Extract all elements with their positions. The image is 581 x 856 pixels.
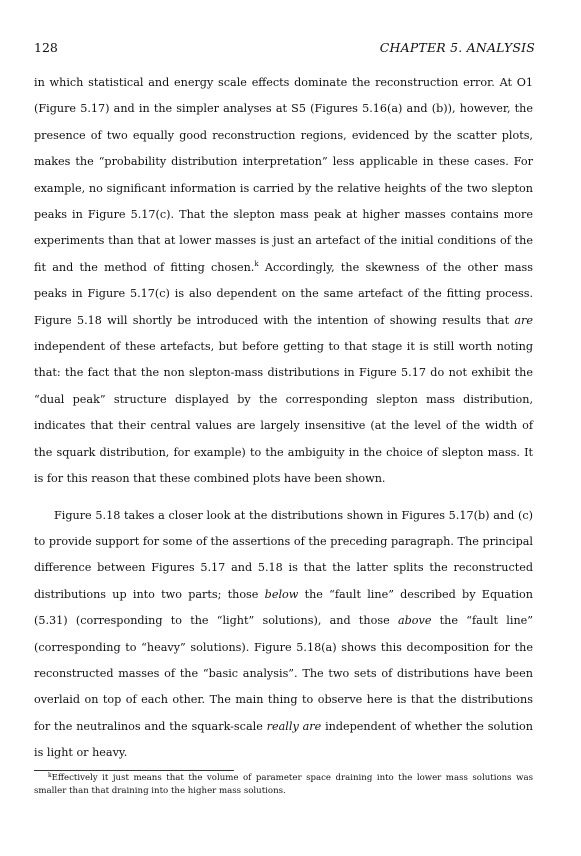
body-text bbox=[34, 70, 533, 767]
page-number: 128 bbox=[34, 40, 58, 55]
text-run: Figure 5.18 takes a closer look at the distributions shown in Figures 5.17(b) and (c) to provide support for some of the assertions of the preceding paragraph. The principal difference between Figures 5.17 and 5.18 is that the latter splits the reconstructed distributions up into two parts; those bbox=[34, 508, 533, 601]
emphasis-above: above bbox=[397, 614, 432, 628]
text-run: the “fault line” (corresponding to “heavy” solutions). Figure 5.18(a) shows this decomposition for the reconstructed masses of the “basic analysis”. The two sets of distributions have been overlaid on top of each other. The main thing to observe here is that the distributions for the neutralinos and the squark-scale bbox=[34, 614, 533, 733]
paragraph-1 bbox=[34, 70, 533, 493]
chapter-title: CHAPTER 5. ANALYSIS bbox=[379, 40, 535, 55]
footnote-text: Effectively it just means that the volume of parameter space draining into the lower mass solutions was smaller than that draining into the higher mass solutions. bbox=[34, 773, 533, 796]
emphasis-below: below bbox=[264, 587, 299, 601]
text-run: in which statistical and energy scale effects dominate the reconstruction error. At O1 (Figure 5.17) and in the simpler analyses at S5 (Figures 5.16(a) and (b)), however, the presence of two equally good reconstruction regions, evidenced by the scatter plots, makes the “probability distribution interpretation” less applicable in these cases. For example, no significant information is carried by the relative heights of the two slepton peaks in Figure 5.17(c). That the slepton mass peak at higher masses contains more experiments than that at lower masses is just an artefact of the initial conditions of the fit and the method of fitting chosen. bbox=[34, 76, 533, 274]
text-run: independent of whether the solution is light or heavy. bbox=[34, 719, 533, 760]
emphasis-are: are bbox=[514, 313, 533, 327]
text-run: the “fault line” described by Equation (5.31) (corresponding to the “light” solutions), and those bbox=[34, 587, 533, 628]
footnote-mark: k bbox=[48, 772, 52, 779]
text-run: independent of these artefacts, but before getting to that stage it is still worth noting that: the fact that the non slepton-mass distributions in Figure 5.17 do not exhibit the “dual peak” structure displayed by the corresponding slepton mass distribution, indicates that their central values are largely insensitive (at the level of the width of the squark distribution, for example) to the ambiguity in the choice of slepton mass. It is for this reason that these combined plots have been shown. bbox=[34, 340, 533, 486]
footnote-divider bbox=[34, 770, 234, 771]
paragraph-2 bbox=[34, 503, 533, 767]
text-run: Accordingly, the skewness of the other mass peaks in Figure 5.17(c) is also dependent on the same artefact of the fitting process. Figure 5.18 will shortly be introduced with the intention of showing results that bbox=[34, 260, 533, 327]
footnote bbox=[34, 772, 533, 798]
emphasis-really-are: really are bbox=[266, 719, 322, 733]
footnote-reference: k bbox=[254, 259, 259, 268]
